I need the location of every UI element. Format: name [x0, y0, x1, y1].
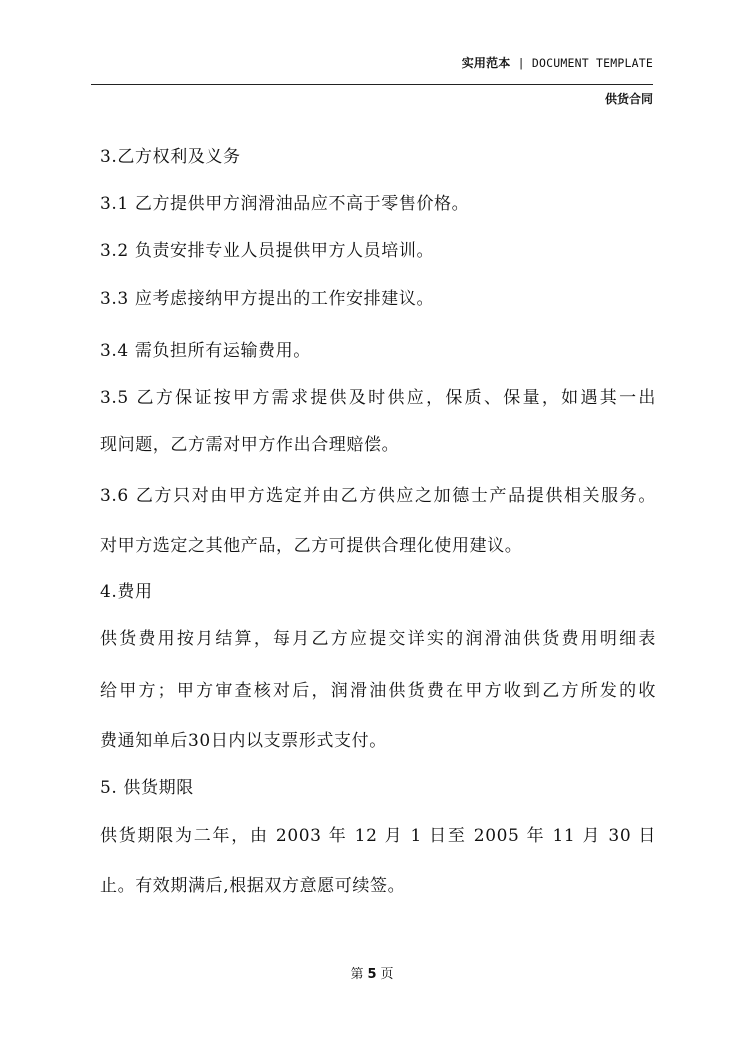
fees-paragraph-line-1: 供货费用按月结算，每月乙方应提交详实的润滑油供货费用明细表 — [100, 629, 656, 649]
page-footer — [0, 963, 744, 982]
clause-3-3: 3.3 应考虑接纳甲方提出的工作安排建议。 — [100, 289, 435, 309]
section-heading-supply-period: 5. 供货期限 — [100, 778, 194, 798]
fees-paragraph-line-3: 费通知单后30日内以支票形式支付。 — [100, 731, 387, 751]
supply-period-line-2: 止。有效期满后,根据双方意愿可续签。 — [100, 876, 406, 896]
clause-3-2: 3.2 负责安排专业人员提供甲方人员培训。 — [100, 241, 435, 261]
header-subtitle: 供货合同 — [604, 92, 653, 106]
footer-prefix: 第 — [350, 967, 364, 982]
header-divider — [91, 84, 653, 85]
header-title-separator: | — [510, 56, 532, 70]
clause-3-5-line-1: 3.5 乙方保证按甲方需求提供及时供应，保质、保量，如遇其一出 — [100, 388, 656, 408]
clause-3-1: 3.1 乙方提供甲方润滑油品应不高于零售价格。 — [100, 194, 470, 214]
page-number: 5 — [367, 967, 377, 982]
header-title-en: DOCUMENT TEMPLATE — [531, 56, 653, 70]
header-title — [462, 54, 653, 71]
clause-3-6-line-1: 3.6 乙方只对由甲方选定并由乙方供应之加德士产品提供相关服务。 — [100, 486, 656, 506]
clause-3-4: 3.4 需负担所有运输费用。 — [100, 341, 311, 361]
fees-paragraph-line-2: 给甲方；甲方审查核对后，润滑油供货费在甲方收到乙方所发的收 — [100, 681, 656, 701]
section-heading-party-b-rights: 3.乙方权利及义务 — [100, 147, 241, 167]
clause-3-5-line-2: 现问题，乙方需对甲方作出合理赔偿。 — [100, 435, 400, 455]
header-title-cn: 实用范本 — [461, 56, 511, 70]
footer-suffix: 页 — [380, 967, 394, 982]
supply-period-line-1: 供货期限为二年，由 2003 年 12 月 1 日至 2005 年 11 月 30 日 — [100, 826, 656, 846]
section-heading-fees: 4.费用 — [100, 582, 153, 602]
clause-3-6-line-2: 对甲方选定之其他产品，乙方可提供合理化使用建议。 — [100, 536, 523, 556]
